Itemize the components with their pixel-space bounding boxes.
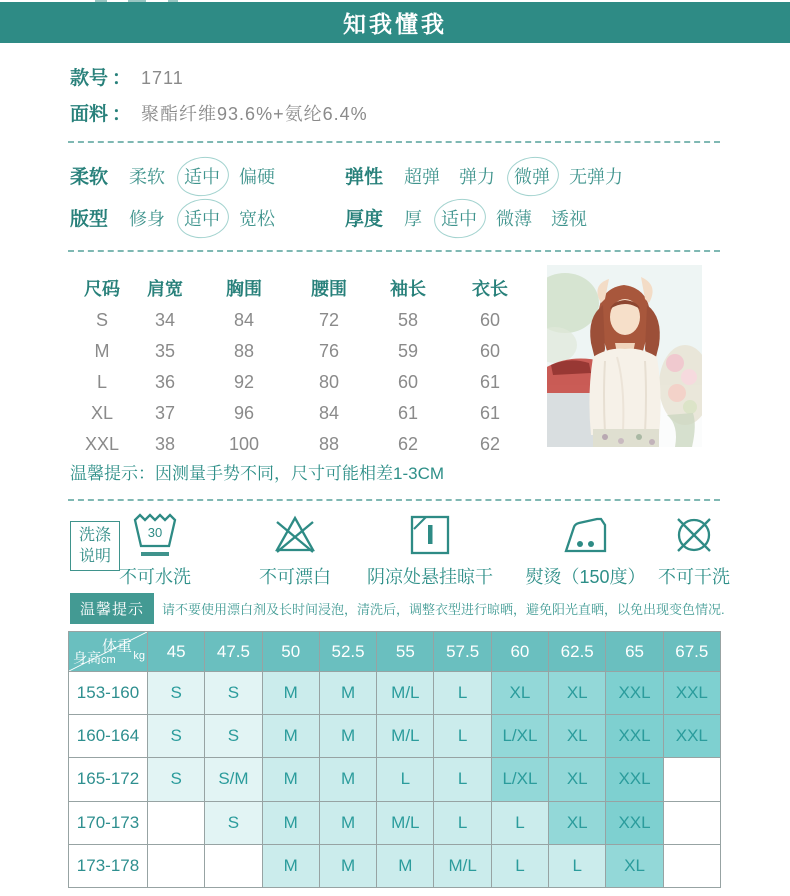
matrix-cell: L [434,802,491,845]
size-cell: 37 [154,403,176,423]
corner-height-label: 身高cm [73,650,116,666]
size-cell: 88 [318,434,340,454]
matrix-cell: M [377,845,434,888]
elasticity-option: 弹力 [459,166,496,187]
tips-text: 请不要使用漂白剂及长时间浸泡，清洗后，调整衣型进行晾晒，避免阳光直晒，以免出现变色情况. [162,602,725,617]
matrix-cell: XXL [664,715,721,758]
size-spec-table [70,274,530,460]
attr-row-2 [0,204,790,230]
page-title: 知我懂我 [343,11,447,37]
care-label: 不可水洗 [119,567,191,587]
size-col-header: 衣长 [472,279,508,299]
hang-dry-shade-icon [407,512,453,560]
matrix-weight-header: 60 [492,632,549,672]
fit-option: 修身 [129,208,166,229]
size-cell: 62 [479,434,501,454]
dashed-divider [68,499,720,501]
size-cell: 59 [397,341,419,361]
softness-group [70,162,275,189]
fit-group [70,204,275,231]
thickness-label: 厚度 [345,209,384,230]
matrix-cell: S [205,802,262,845]
matrix-cell: S [148,715,205,758]
matrix-cell: S [148,672,205,715]
matrix-cell: S [205,715,262,758]
matrix-weight-header: 47.5 [205,632,262,672]
size-cell: 60 [397,372,419,392]
matrix-cell: L/XL [492,715,549,758]
matrix-cell: L [377,758,434,801]
corner-weight-label: 体重 kg [101,638,145,662]
size-col-header: 肩宽 [147,279,183,299]
matrix-cell: M [320,758,377,801]
matrix-cell [148,802,205,845]
matrix-cell: XL [606,845,663,888]
matrix-height-header: 170-173 [69,802,148,845]
matrix-cell: M [320,672,377,715]
wash-30-icon [132,512,178,560]
matrix-cell: L [492,802,549,845]
style-number-row: 款号 ： 1711 [70,63,184,90]
thickness-option: 厚 [404,208,423,229]
softness-label: 柔软 [70,167,109,188]
size-cell: 58 [397,310,419,330]
matrix-cell: L [492,845,549,888]
size-cell: 35 [154,341,176,361]
elasticity-label: 弹性 [345,167,384,188]
thickness-option: 微薄 [496,208,533,229]
matrix-cell: M/L [377,802,434,845]
care-label: 熨烫（150度） [525,567,646,587]
matrix-cell: M/L [377,672,434,715]
matrix-cell: XL [549,802,606,845]
model-photo-illustration [547,265,702,447]
matrix-cell: M [320,845,377,888]
care-item-wash [107,512,203,589]
matrix-weight-header: 55 [377,632,434,672]
matrix-cell: XXL [606,758,663,801]
product-photo [547,265,702,447]
fit-option-selected: 适中 [184,205,220,231]
matrix-weight-header: 67.5 [664,632,721,672]
care-label: 阴凉处悬挂晾干 [367,567,493,587]
elasticity-option: 超弹 [404,166,441,187]
care-item-bleach [247,512,343,589]
size-col-header: 胸围 [226,279,262,299]
elasticity-group [345,162,623,189]
matrix-corner-cell [69,632,148,672]
dashed-divider [68,141,720,143]
matrix-cell [205,845,262,888]
size-cell: 61 [479,403,501,423]
size-cell: 38 [154,434,176,454]
elasticity-option: 无弹力 [569,166,624,187]
softness-option-selected: 适中 [184,163,220,189]
size-cell: 88 [233,341,255,361]
fabric-row: 面料 ： 聚酯纤维93.6%+氨纶6.4% [70,99,368,126]
matrix-cell: XXL [664,672,721,715]
no-dryclean-icon [671,512,717,560]
matrix-cell: S [205,672,262,715]
style-number-value: 1711 [141,68,184,88]
matrix-cell: XL [492,672,549,715]
matrix-cell: L/XL [492,758,549,801]
care-item-iron [518,512,653,589]
size-cell: 84 [318,403,340,423]
fit-option: 宽松 [239,208,276,229]
care-instructions-box: 洗涤 说明 [70,521,120,571]
matrix-weight-header: 50 [263,632,320,672]
matrix-cell: M [263,672,320,715]
matrix-cell: M/L [434,845,491,888]
matrix-weight-header: 52.5 [320,632,377,672]
size-row-label: L [96,372,107,392]
tips-badge: 温馨提示 [70,593,154,624]
size-col-header: 腰围 [311,279,347,299]
thickness-group [345,204,587,231]
thickness-option-selected: 适中 [441,205,477,231]
matrix-cell: XL [549,715,606,758]
matrix-cell: S/M [205,758,262,801]
care-item-dry [360,512,500,589]
size-cell: 62 [397,434,419,454]
matrix-cell: L [434,672,491,715]
care-label: 不可漂白 [259,567,331,587]
matrix-cell: XXL [606,715,663,758]
matrix-cell: XL [549,758,606,801]
matrix-height-header: 165-172 [69,758,148,801]
size-row-label: XL [90,403,114,423]
section-title-bar [0,2,790,43]
matrix-cell: XXL [606,802,663,845]
attr-row-1 [0,162,790,188]
matrix-cell: XXL [606,672,663,715]
size-row-label: S [95,310,108,330]
matrix-cell: S [148,758,205,801]
matrix-height-header: 153-160 [69,672,148,715]
matrix-cell: M [263,802,320,845]
matrix-cell: L [549,845,606,888]
matrix-weight-header: 65 [606,632,663,672]
matrix-cell: M [263,758,320,801]
matrix-cell: L [434,715,491,758]
matrix-cell [664,758,721,801]
size-cell: 36 [154,372,176,392]
matrix-height-header: 160-164 [69,715,148,758]
fabric-label: 面料 [70,104,109,125]
size-col-header: 尺码 [84,279,120,299]
size-matrix [68,631,721,888]
thickness-option: 透视 [551,208,588,229]
softness-option: 柔软 [129,166,166,187]
size-cell: 92 [233,372,255,392]
size-cell: 34 [154,310,176,330]
size-cell: 72 [318,310,340,330]
elasticity-option-selected: 微弹 [514,163,550,189]
size-col-header: 袖长 [390,279,426,299]
care-item-dryclean [650,512,738,589]
matrix-cell: M [320,802,377,845]
size-cell: 84 [233,310,255,330]
iron-icon [563,512,609,560]
size-row-label: XXL [84,434,120,454]
size-cell: 80 [318,372,340,392]
size-row-label: M [94,341,110,361]
matrix-cell: M [263,845,320,888]
size-cell: 76 [318,341,340,361]
size-cell: 61 [479,372,501,392]
matrix-height-header: 173-178 [69,845,148,888]
matrix-weight-header: 45 [148,632,205,672]
size-cell: 60 [479,341,501,361]
matrix-cell [664,802,721,845]
svg-text:30: 30 [147,525,163,540]
size-cell: 61 [397,403,419,423]
dashed-divider [68,250,720,252]
matrix-weight-header: 62.5 [549,632,606,672]
matrix-cell: XL [549,672,606,715]
softness-option: 偏硬 [239,166,276,187]
fabric-value: 聚酯纤维93.6%+氨纶6.4% [141,104,368,124]
style-number-label: 款号 [70,68,109,89]
fit-label: 版型 [70,209,109,230]
size-cell: 60 [479,310,501,330]
matrix-cell [664,845,721,888]
care-label: 不可干洗 [658,567,730,587]
measure-note: 温馨提示：因测量手势不同，尺寸可能相差1-3CM [70,464,445,483]
matrix-cell: M [320,715,377,758]
matrix-cell: L [434,758,491,801]
matrix-cell: M [263,715,320,758]
matrix-cell [148,845,205,888]
matrix-weight-header: 57.5 [434,632,491,672]
size-cell: 100 [228,434,260,454]
matrix-cell: M/L [377,715,434,758]
no-bleach-icon [272,512,318,560]
size-cell: 96 [233,403,255,423]
